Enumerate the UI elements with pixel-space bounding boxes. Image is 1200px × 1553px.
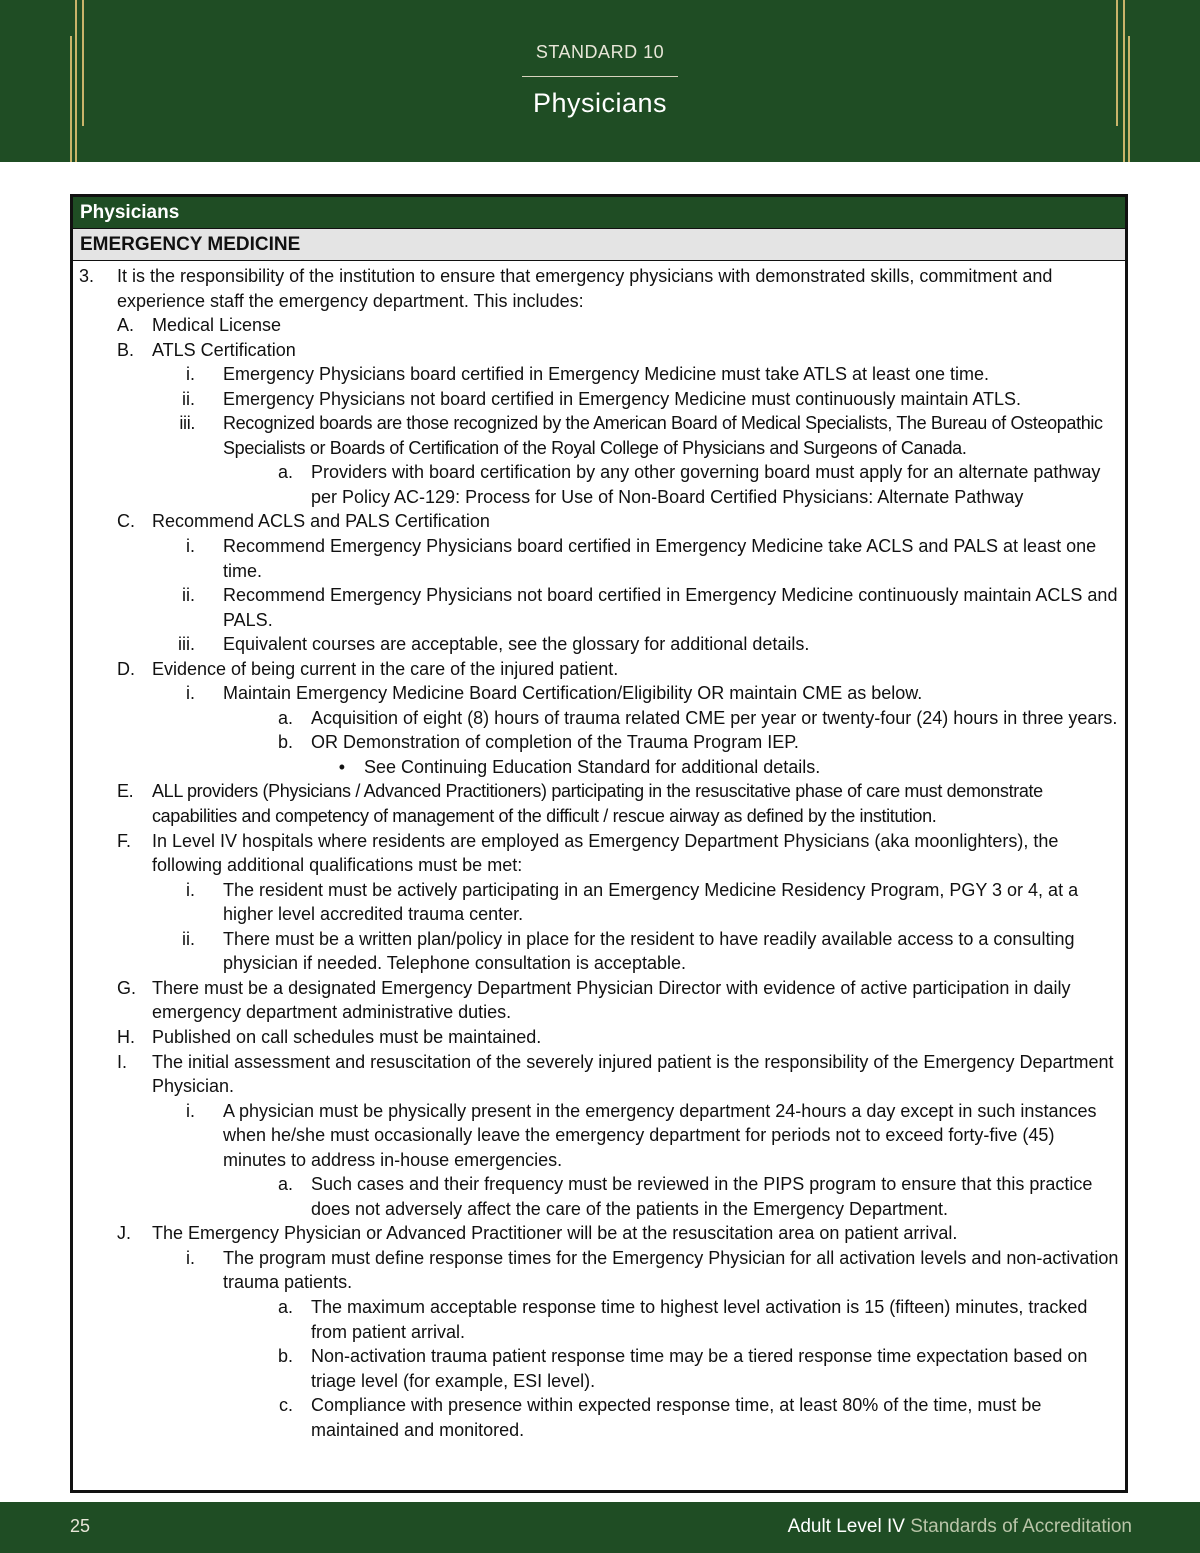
list-item-text: In Level IV hospitals where residents are employed as Emergency Department Physicians (aka moonlighters), the following additional qualifications must be met: — [152, 830, 1059, 876]
list-item-text: Evidence of being current in the care of the injured patient. — [152, 658, 619, 679]
list-item — [79, 583, 1119, 632]
list-item — [79, 264, 1119, 313]
header-divider — [522, 76, 678, 77]
list-marker: a. — [277, 1174, 293, 1195]
list-marker: F. — [117, 830, 132, 851]
list-item — [79, 1344, 1119, 1393]
list-marker: i. — [186, 1247, 195, 1268]
list-item-text: Recommend Emergency Physicians board certified in Emergency Medicine take ACLS and PALS at least one time. — [223, 536, 1097, 581]
list-item-text: The resident must be actively participating in an Emergency Medicine Residency Program, PGY 3 or 4, at a higher level accredited trauma center. — [223, 879, 1079, 925]
list-item — [79, 1221, 1119, 1246]
list-marker: ii. — [182, 585, 195, 606]
list-item-text: There must be a designated Emergency Department Physician Director with evidence of active participation in daily emergency department administrative duties. — [152, 977, 1071, 1023]
list-item-text: A physician must be physically present in the emergency department 24-hours a day except in such instances when he/she must occasionally leave the emergency department for periods not to exceed forty-five (45) minutes to address in-house emergencies. — [223, 1100, 1097, 1170]
list-item — [79, 706, 1119, 731]
list-item-text: The maximum acceptable response time to highest level activation is 15 (fifteen) minutes, tracked from patient arrival. — [311, 1296, 1088, 1342]
list-item-text: The initial assessment and resuscitation of the severely injured patient is the responsibility of the Emergency Department Physician. — [152, 1051, 1114, 1097]
list-item-text: Emergency Physicians board certified in Emergency Medicine must take ATLS at least one time. — [223, 364, 990, 385]
list-item — [79, 387, 1119, 412]
list-marker: J. — [117, 1223, 132, 1244]
list-marker: i. — [186, 364, 195, 385]
list-item — [79, 755, 1119, 780]
page-number: 25 — [70, 1516, 91, 1536]
table-subheading: EMERGENCY MEDICINE — [73, 229, 1125, 261]
page-header — [0, 0, 1200, 162]
footer-title — [788, 1516, 1132, 1538]
list-item — [79, 1295, 1119, 1344]
list-marker: E. — [117, 781, 134, 802]
list-item — [79, 632, 1119, 657]
list-marker: b. — [277, 1346, 293, 1367]
list-marker: C. — [117, 511, 135, 532]
table-body — [73, 261, 1125, 1442]
decorative-line — [75, 0, 77, 162]
list-item-text: Such cases and their frequency must be reviewed in the PIPS program to ensure that this practice does not adversely affect the care of the patients in the Emergency Department. — [311, 1174, 1093, 1219]
list-item-text: Recognized boards are those recognized by the American Board of Medical Specialists, The Bureau of Osteopathic Specialists or Boards of Certification of the Royal College of Physicians and Surgeons of Canada. — [223, 413, 1103, 458]
list-item-text: ATLS Certification — [152, 339, 296, 360]
list-item-text: OR Demonstration of completion of the Trauma Program IEP. — [311, 732, 799, 753]
list-item — [79, 1246, 1119, 1295]
list-item — [79, 1393, 1119, 1442]
list-marker: c. — [278, 1395, 293, 1416]
list-item — [79, 878, 1119, 927]
list-item-text: Compliance with presence within expected response time, at least 80% of the time, must be maintained and monitored. — [311, 1395, 1042, 1440]
list-marker: A. — [117, 315, 135, 336]
list-marker: iii. — [178, 634, 195, 655]
table-heading: Physicians — [73, 197, 1125, 229]
list-marker: H. — [117, 1026, 135, 1047]
list-item-text: ALL providers (Physicians / Advanced Practitioners) participating in the resuscitative phase of care must demonstrate capabilities and competency of management of the difficult / rescue airway as defined by the institution. — [152, 781, 1043, 827]
list-marker: I. — [117, 1051, 128, 1072]
list-item-text: There must be a written plan/policy in place for the resident to have readily available access to a consulting physician if needed. Telephone consultation is acceptable. — [223, 928, 1075, 974]
footer-title-main: Adult Level IV — [787, 1516, 905, 1537]
decorative-line — [1123, 0, 1125, 162]
list-item-text: Equivalent courses are acceptable, see the glossary for additional details. — [223, 634, 810, 655]
list-marker: i. — [186, 536, 195, 557]
list-item-text: See Continuing Education Standard for additional details. — [364, 756, 821, 777]
list-item — [79, 509, 1119, 534]
list-marker: i. — [186, 1100, 195, 1121]
list-marker: G. — [117, 977, 137, 998]
list-item-text: Recommend ACLS and PALS Certification — [152, 511, 490, 532]
list-marker: a. — [277, 1296, 293, 1317]
list-item — [79, 779, 1119, 828]
list-marker: ii. — [182, 388, 195, 409]
list-item-text: It is the responsibility of the institution to ensure that emergency physicians with demonstrated skills, commitment and experience staff the emergency department. This includes: — [117, 266, 1053, 311]
list-item — [79, 829, 1119, 878]
list-marker: ii. — [182, 928, 195, 949]
list-item-text: Providers with board certification by any other governing board must apply for an alternate pathway per Policy AC-129: Process for Use of Non-Board Certified Physicians: Alternate Pathway — [311, 462, 1101, 507]
list-item — [79, 534, 1119, 583]
list-item-text: Published on call schedules must be maintained. — [152, 1026, 542, 1047]
list-marker: iii. — [179, 413, 195, 434]
list-marker: 3. — [79, 266, 95, 286]
list-item — [79, 1172, 1119, 1221]
list-item-text: The Emergency Physician or Advanced Practitioner will be at the resuscitation area on patient arrival. — [152, 1223, 958, 1244]
bullet-icon: • — [338, 756, 345, 777]
list-item — [79, 1099, 1119, 1173]
list-item — [79, 338, 1119, 363]
list-item — [79, 411, 1119, 460]
list-item-text: Emergency Physicians not board certified in Emergency Medicine must continuously maintain ATLS. — [223, 388, 1022, 409]
list-item-text: Medical License — [152, 315, 282, 336]
list-item — [79, 1050, 1119, 1099]
list-item-text: Maintain Emergency Medicine Board Certification/Eligibility OR maintain CME as below. — [223, 683, 923, 704]
list-marker: i. — [186, 879, 195, 900]
list-marker: D. — [117, 658, 135, 679]
list-item — [79, 730, 1119, 755]
list-item-text: Recommend Emergency Physicians not board certified in Emergency Medicine continuously maintain ACLS and PALS. — [223, 585, 1118, 630]
page-footer — [0, 1502, 1200, 1553]
list-marker: B. — [117, 339, 135, 360]
list-item — [79, 927, 1119, 976]
list-marker: a. — [277, 707, 293, 728]
list-item — [79, 1025, 1119, 1050]
footer-title-sub: Standards of Accreditation — [910, 1516, 1132, 1537]
list-item — [79, 657, 1119, 682]
list-item — [79, 460, 1119, 509]
list-item — [79, 362, 1119, 387]
list-item-text: Non-activation trauma patient response time may be a tiered response time expectation based on triage level (for example, ESI level). — [311, 1346, 1088, 1391]
page-title: Physicians — [532, 88, 668, 118]
list-item-text: The program must define response times for the Emergency Physician for all activation levels and non-activation trauma patients. — [223, 1247, 1119, 1293]
list-marker: b. — [277, 732, 293, 753]
list-item — [79, 313, 1119, 338]
list-item-text: Acquisition of eight (8) hours of trauma related CME per year or twenty-four (24) hours in three years. — [311, 707, 1118, 728]
list-item — [79, 976, 1119, 1025]
list-marker: a. — [277, 462, 293, 483]
standard-label: STANDARD 10 — [535, 42, 665, 62]
list-item — [79, 681, 1119, 706]
standards-table — [70, 194, 1128, 1493]
list-marker: i. — [186, 683, 195, 704]
